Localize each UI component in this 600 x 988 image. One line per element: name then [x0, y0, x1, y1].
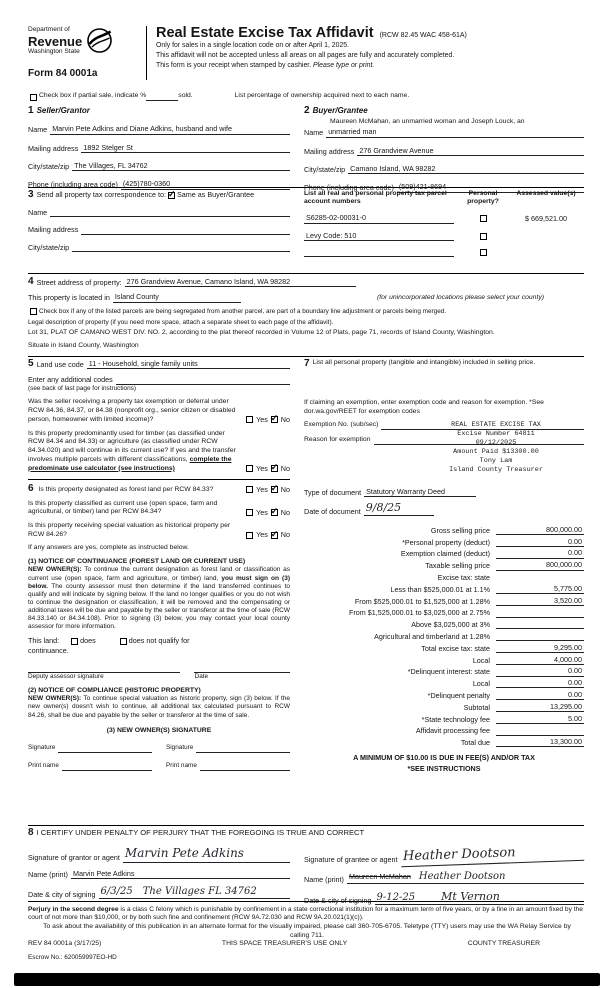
yes-label: Yes [256, 415, 268, 425]
deputy-date-field[interactable] [194, 664, 290, 673]
forest-land-yesno [244, 485, 290, 494]
deputy-date-label: Date [194, 673, 209, 681]
correspondence-mailing-label: Mailing address [28, 225, 79, 235]
tax-correspondence-block [28, 190, 296, 273]
partial-sale-checkbox[interactable] [30, 94, 37, 101]
section-6-number: 6 [28, 482, 34, 494]
tax-computation-column [296, 359, 584, 825]
owner-printname-row [28, 762, 290, 771]
parties-section [28, 105, 584, 193]
fin-value[interactable]: 9,295.00 [496, 643, 584, 653]
stamp-date: 09/12/2025 [475, 439, 517, 447]
fin-label: Total due [460, 738, 490, 748]
owner-signature-field-2[interactable] [196, 744, 290, 753]
section-5-number: 5 [28, 358, 34, 370]
correspondence-mailing-field[interactable] [81, 226, 290, 235]
land-qualify-row [28, 636, 290, 645]
parcel-personal-checkbox[interactable] [480, 215, 487, 222]
grantee-date-label: Date & city of signing [304, 895, 372, 905]
parcel-row [304, 213, 584, 223]
buyer-city-label: City/state/zip [304, 164, 346, 174]
notice-continuance-body [28, 566, 290, 631]
stamp-treasurer-name: Tony Lam [479, 457, 513, 465]
same-as-buyer-checkbox[interactable] [168, 192, 175, 199]
fin-row [304, 559, 584, 571]
section-7-number: 7 [304, 358, 310, 369]
partial-sale-row [28, 92, 584, 101]
property-address-section [28, 277, 584, 357]
alt-format-notice: To ask about the availability of this publication in an alternate format for the visually impaired, please call 360-705-6705. Teletype (TTY) users may use the WA Relay Service by calling 711. [43, 923, 571, 939]
same-as-buyer-label: Same as Buyer/Grantee [177, 190, 255, 200]
parcel-row [304, 231, 584, 241]
no-label: No [280, 415, 290, 425]
timber-agriculture-question [28, 430, 290, 474]
grantee-signature-field[interactable]: Heather Dootson [400, 843, 584, 867]
perjury-bold-lead: Perjury in the second degree [28, 906, 119, 913]
exemption-deferral-text: Was the seller receiving a property tax exemption or deferral under RCW 84.36, 84.37, or 84.38 (nonprofit org., senior citizen or disabled person, homeowner with limited income)? [28, 398, 236, 423]
dor-logo-icon [86, 27, 113, 54]
fin-label: *Personal property (deduct) [402, 537, 490, 547]
owner-signature-label-1: Signature [28, 744, 56, 752]
form-title: Real Estate Excise Tax Affidavit [156, 25, 374, 41]
fin-row [304, 535, 584, 547]
stamp-amount-paid: Amount Paid $13300.00 [453, 448, 539, 456]
grantor-city-hand: The Villages FL 34762 [142, 885, 257, 897]
title-block [146, 26, 584, 80]
fin-row [304, 641, 584, 653]
owner-printname-field-2[interactable] [200, 762, 290, 771]
new-owners-signature-title: (3) NEW OWNER(S) SIGNATURE [106, 726, 212, 734]
dept-sub: Washington State [28, 48, 80, 56]
correspondence-parcel-section [28, 190, 584, 274]
fin-value[interactable]: 13,295.00 [496, 702, 584, 712]
new-owners-lead-2: NEW OWNER(S): [28, 695, 82, 703]
street-address-field[interactable]: 276 Grandview Avenue, Camano Island, WA 98282 [125, 277, 357, 287]
fin-row [304, 665, 584, 677]
fin-value[interactable] [496, 727, 584, 736]
header-note-1: Only for sales in a single location code on or after April 1, 2025. [156, 42, 350, 50]
fin-row [304, 571, 584, 583]
grantor-date-label: Date & city of signing [28, 889, 96, 899]
forest-land-question [28, 484, 290, 495]
parcel-number-field[interactable] [304, 248, 454, 257]
historical-property-yesno [244, 530, 290, 539]
grantee-city-hand: Mt Vernon [441, 889, 500, 903]
yes-label: Yes [256, 464, 268, 474]
fin-label: *Delinquent penalty [427, 690, 490, 700]
partial-sale-label: Check box if partial sale, indicate % [39, 92, 147, 100]
exemption-deferral-no-checkbox[interactable] [271, 416, 278, 423]
seller-phone-label: Phone (including area code) [28, 180, 118, 190]
certify-statement: I CERTIFY UNDER PENALTY OF PERJURY THAT THE FOREGOING IS TRUE AND CORRECT [36, 828, 365, 837]
exemption-note: If claiming an exemption, enter exemption code and reason for exemption. *See dor.wa.gov/REET for exemption codes [304, 399, 544, 415]
section-2-number: 2 [304, 105, 310, 116]
section-1-number: 1 [28, 105, 34, 116]
date-of-document-label: Date of document [304, 506, 361, 516]
buyer-grantee-block [296, 105, 584, 193]
deputy-assessor-label: Deputy assessor signature [28, 673, 104, 681]
grantee-date-hand: 9-12-25 [376, 891, 416, 903]
additional-codes-label: Enter any additional codes [28, 375, 113, 385]
fin-value[interactable]: 3,520.00 [496, 596, 584, 606]
buyer-name-label: Name [304, 128, 324, 138]
land-use-label: Land use code [36, 360, 84, 369]
grantee-date-field[interactable] [375, 890, 584, 905]
fin-label: Local [472, 655, 490, 665]
form-number: Form 84 0001a [28, 67, 98, 79]
header-note-3 [156, 62, 584, 71]
buyer-mailing-field[interactable]: 276 Grandview Avenue [357, 146, 584, 156]
minimum-due-note: A MINIMUM OF $10.00 IS DUE IN FEE(S) AND/OR TAX [353, 753, 535, 763]
seller-phone-field[interactable]: (425)780-0360 [121, 179, 290, 189]
fin-value[interactable]: 0.00 [496, 548, 584, 558]
yes-label: Yes [256, 485, 268, 495]
header-note-3-italic: Please type or print. [313, 62, 375, 70]
forest-land-yes-checkbox[interactable] [246, 486, 253, 493]
seller-mailing-field[interactable]: 1892 Stelger St [81, 143, 290, 153]
historical-property-question [28, 522, 290, 540]
fin-value[interactable]: 5,775.00 [496, 584, 584, 594]
perjury-notice [28, 906, 584, 922]
timber-agriculture-yesno [244, 464, 290, 473]
assessed-value-field[interactable]: $ 669,521.00 [525, 214, 567, 224]
seller-city-field[interactable]: The Villages, FL 34762 [72, 161, 290, 171]
deputy-assessor-signature-field[interactable] [28, 664, 180, 673]
fin-label: Agricultural and timberland at 1.28% [374, 631, 490, 641]
date-of-document-field[interactable]: 9/8/25 [364, 501, 434, 516]
unincorporated-note: (for unincorporated locations please select your county) [377, 293, 544, 301]
grantee-certification-block [296, 840, 584, 905]
street-address-label: Street address of property: [36, 278, 122, 287]
fin-label: From $1,525,000.01 to $3,025,000 at 2.75% [348, 608, 490, 618]
grantor-signature-label: Signature of grantor or agent [28, 853, 120, 863]
fin-label: Excise tax: state [437, 572, 490, 582]
section-3-number: 3 [28, 189, 34, 200]
does-checkbox[interactable] [71, 638, 78, 645]
fin-value[interactable]: 0.00 [496, 537, 584, 547]
fin-value[interactable] [496, 632, 584, 641]
timber-agriculture-normal: Is this property predominantly used for timber (as classified under RCW 84.34 and 84.33) or agriculture (as classified under RCW 84.34.020) and will continue in its current use? If yes and the transfer involves multiple parcels with different classifications, [28, 429, 236, 464]
fin-row [304, 629, 584, 641]
fin-value[interactable]: 0.00 [496, 690, 584, 700]
no-label: No [280, 507, 290, 517]
must-sign-bold: you must sign on (3) below. [28, 574, 290, 590]
located-county-field[interactable]: Island County [113, 292, 241, 302]
timber-agriculture-no-checkbox[interactable] [271, 465, 278, 472]
fin-row [304, 700, 584, 712]
grantee-printname-label: Name (print) [304, 874, 344, 884]
land-use-column [28, 359, 296, 825]
fin-row [304, 724, 584, 736]
notice-compliance-title: (2) NOTICE OF COMPLIANCE (HISTORIC PROPERTY) [28, 686, 201, 694]
section-5-6-divider [28, 479, 290, 480]
tax-computation-table [304, 523, 584, 747]
segregated-label: Check box if any of the listed parcels are being segregated from another parcel, are part of a boundary line adjustment or parcels being merged. [39, 307, 447, 315]
main-columns [28, 359, 584, 826]
fin-value[interactable]: 5.00 [496, 714, 584, 724]
fin-value[interactable]: 13,300.00 [496, 737, 584, 747]
timber-agriculture-yes-checkbox[interactable] [246, 465, 253, 472]
correspondence-intro: Send all property tax correspondence to: [36, 190, 167, 200]
owner-printname-label-1: Print name [28, 762, 59, 770]
fin-row [304, 582, 584, 594]
yes-label: Yes [256, 507, 268, 517]
correspondence-city-label: City/state/zip [28, 242, 70, 252]
form-title-rcw: (RCW 82.45 WAC 458-61A) [379, 32, 467, 39]
fin-row [304, 618, 584, 630]
county-treasurer-label: COUNTY TREASURER [467, 940, 540, 947]
parcel-row [304, 248, 584, 257]
correspondence-name-label: Name [28, 208, 48, 217]
header-note-2: This affidavit will not be accepted unless all areas on all pages are fully and accurately completed. [156, 52, 455, 60]
stamp-excise-number: Excise Number 64811 [457, 430, 535, 438]
stamp-title: REAL ESTATE EXCISE TAX [451, 421, 541, 429]
fin-value [496, 573, 584, 582]
timber-agriculture-text [28, 430, 240, 474]
grantor-signature-field[interactable]: Marvin Pete Adkins [123, 846, 290, 863]
fin-value[interactable]: 0.00 [496, 678, 584, 688]
reason-exemption-label: Reason for exemption [304, 435, 371, 443]
fin-label: Subtotal [463, 702, 490, 712]
grantee-name-printed: Maureen McMahan [348, 871, 411, 881]
dept-line1: Department of [28, 26, 70, 33]
treasurer-space-label: THIS SPACE TREASURER'S USE ONLY [221, 940, 348, 947]
fin-label: Gross selling price [430, 525, 490, 535]
seller-mailing-label: Mailing address [28, 143, 79, 153]
current-use-no-checkbox[interactable] [271, 509, 278, 516]
no-label: No [280, 485, 290, 495]
segregated-checkbox[interactable] [30, 308, 37, 315]
land-use-code-field[interactable]: 11 - Household, single family units [87, 359, 290, 369]
fin-label: Less than $525,000.01 at 1.1% [390, 584, 490, 594]
parcel-personal-checkbox[interactable] [480, 233, 487, 240]
section-2-title: Buyer/Grantee [312, 106, 368, 115]
fin-label: *State technology fee [421, 714, 490, 724]
does-not-label: does not qualify for [128, 636, 190, 646]
fin-value[interactable]: 800,000.00 [496, 560, 584, 570]
notice-continuance-body1: To continue the current designation as forest land or classification as current use (open space, farm and agriculture, or timber) land, [28, 566, 290, 582]
does-not-checkbox[interactable] [120, 638, 127, 645]
current-use-yes-checkbox[interactable] [246, 509, 253, 516]
fin-value[interactable]: 4,000.00 [496, 655, 584, 665]
dor-logo-block [28, 26, 146, 80]
header [28, 26, 584, 80]
owner-signature-label-2: Signature [166, 744, 194, 752]
current-use-text: Is this property classified as current use (open space, farm and agricultural, or timber) land per RCW 84.34? [28, 499, 218, 516]
situate-text: Situate in Island County, Washington [28, 342, 139, 350]
fin-row [304, 677, 584, 689]
parcel-numbers-header: List all real and personal property tax parcel account numbers [304, 190, 447, 206]
legal-description-label: Legal description of property (if you need more space, attach a separate sheet to each page of the affidavit). [28, 319, 334, 327]
seller-name-label: Name [28, 125, 48, 135]
escrow-number: Escrow No.: 620059997EO-HD [28, 954, 117, 961]
does-label: does [80, 636, 96, 646]
fin-row [304, 523, 584, 535]
fin-row [304, 594, 584, 606]
dept-name: Revenue [28, 33, 83, 49]
owner-printname-label-2: Print name [166, 762, 197, 770]
fin-row [304, 712, 584, 724]
exemption-deferral-yes-checkbox[interactable] [246, 416, 253, 423]
notice-continuance-body2: The county assessor must then determine if the land transferred continues to qualify and will indicate by signing below. If the land no longer qualifies or you do not wish to continue the designation or classification, it will be removed and the compensating or additional taxes will be due and payable by the seller or transferor at the time of sale (RCW 84.33.140 or 84.34.108). Prior to signing (3) below, you may contact your local county assessor for more information. [28, 582, 290, 631]
fin-label: Local [472, 679, 490, 689]
if-yes-note: If any answers are yes, complete as instructed below. [28, 543, 189, 551]
buyer-phone-field[interactable]: (509)421-8694 [397, 182, 584, 192]
fin-row [304, 653, 584, 665]
grantor-date-field[interactable] [99, 885, 290, 899]
assessed-value-header: Assessed value(s) [516, 190, 576, 197]
partial-sale-percent-field[interactable] [146, 92, 178, 101]
parcel-personal-checkbox[interactable] [480, 249, 487, 256]
section-8-number: 8 [28, 827, 34, 838]
historical-property-text: Is this property receiving special valuation as historical property per RCW 84.26? [28, 522, 231, 538]
fin-label: Taxable selling price [425, 561, 490, 571]
owner-printname-field-1[interactable] [62, 762, 152, 771]
rev-number: REV 84 0001a (3/17/25) [28, 940, 102, 947]
fin-label: From $525,000.01 to $1,525,000 at 1.28% [354, 596, 490, 606]
personal-property-intro: List all personal property (tangible and intangible) included in selling price. [312, 359, 536, 366]
no-label: No [280, 464, 290, 474]
grantee-name-hand: Heather Dootson [418, 870, 506, 882]
grantor-certification-block [28, 840, 296, 905]
notice-compliance-text: To continue special valuation as historic property, sign (3) below. If the new owner(s) doesn't wish to continue, all additional tax calculated pursuant to RCW 84.26, shall be due and payable by the seller or transferor at the time of sale. [28, 695, 290, 719]
exemption-deferral-question [28, 398, 290, 424]
deputy-signature-labels [28, 673, 290, 681]
see-instructions-note: *SEE INSTRUCTIONS [407, 763, 481, 773]
located-in-label: This property is located in [28, 293, 110, 303]
additional-codes-field[interactable] [116, 376, 290, 385]
fin-row [304, 606, 584, 618]
historical-property-no-checkbox[interactable] [271, 532, 278, 539]
scan-edge-bar [14, 973, 600, 986]
buyer-mailing-label: Mailing address [304, 146, 355, 156]
correspondence-city-field[interactable] [72, 243, 290, 252]
fin-value[interactable]: 800,000.00 [496, 525, 584, 535]
parcel-number-field[interactable]: Levy Code: 510 [304, 231, 454, 241]
stamp-treasurer-title: Island County Treasurer [449, 466, 543, 474]
timber-agriculture-bold: complete the predominate use calculator (see instructions) [28, 456, 232, 472]
new-owners-lead: NEW OWNER(S): [28, 566, 82, 574]
historical-property-yes-checkbox[interactable] [246, 532, 253, 539]
grantor-printname-label: Name (print) [28, 869, 68, 879]
parcel-number-field[interactable]: S6285-02-00031-0 [304, 213, 454, 223]
owner-signature-field-1[interactable] [58, 744, 152, 753]
grantor-date-hand: 6/3/25 [100, 885, 133, 897]
correspondence-name-field[interactable] [50, 208, 290, 217]
fin-label: Exemption claimed (deduct) [400, 549, 490, 559]
treasurer-stamp [410, 421, 582, 475]
buyer-city-field[interactable]: Camano Island, WA 98282 [348, 164, 584, 174]
this-land-label: This land: [28, 636, 60, 646]
fin-label: Total excise tax: state [421, 643, 490, 653]
grantor-printname-field[interactable]: Marvin Pete Adkins [71, 869, 290, 879]
current-use-question [28, 500, 290, 518]
type-of-document-label: Type of document [304, 487, 362, 497]
continuance-label: continuance. [28, 645, 69, 655]
footer-row [28, 940, 584, 949]
ownership-percent-note: List percentage of ownership acquired next to each name. [234, 92, 410, 100]
certification-section [28, 827, 584, 905]
header-note-3-text: This form is your receipt when stamped by cashier. [156, 62, 312, 70]
buyer-name-overflow: Maureen McMahan, an unmarried woman and Joseph Louck, an [330, 118, 525, 126]
fin-value[interactable]: 0.00 [496, 666, 584, 676]
seller-name-field[interactable]: Marvin Pete Adkins and Diane Adkins, husband and wife [50, 124, 290, 134]
grantee-printname-field[interactable] [347, 870, 584, 884]
seller-city-label: City/state/zip [28, 162, 70, 172]
grantee-signature-label: Signature of grantee or agent [304, 854, 398, 864]
fin-row [304, 547, 584, 559]
fin-row [304, 736, 584, 748]
section-1-title: Seller/Grantor [36, 106, 90, 115]
buyer-name-field[interactable]: unmarried man [326, 127, 584, 137]
forest-land-text [28, 484, 240, 495]
deputy-signature-row [28, 664, 290, 673]
no-label: No [280, 530, 290, 540]
forest-land-no-checkbox[interactable] [271, 486, 278, 493]
notice-continuance-title: (1) NOTICE OF CONTINUANCE (FOREST LAND OR CURRENT USE) [28, 557, 246, 565]
partial-sale-sold-label: sold. [178, 92, 193, 100]
type-of-document-field[interactable]: Statutory Warranty Deed [364, 487, 476, 497]
fin-label: *Delinquent interest: state [407, 667, 490, 677]
buyer-phone-label: Phone (including area code) [304, 183, 394, 193]
fin-label: Affidavit processing fee [415, 726, 490, 736]
perjury-rest: is a class C felony which is punishable by confinement in a state correctional institution for a maximum term of five years, or by a fine in an amount fixed by the court of not more than $10,000, or by both such fine and confinement (RCW 9A.72.030 and RCW 9A.20.021(1)(c)). [28, 906, 583, 922]
current-use-yesno [244, 508, 290, 517]
additional-codes-note: (see back of last page for instructions) [28, 384, 136, 392]
forest-land-question-text: Is this property designated as forest land per RCW 84.33? [38, 485, 214, 493]
fin-value[interactable] [496, 620, 584, 629]
yes-label: Yes [256, 530, 268, 540]
fin-row [304, 688, 584, 700]
legal-description-text: Lot 31, PLAT OF CAMANO WEST DIV. NO. 2, according to the plat thereof recorded in Volume 12 of Plats, page 71, records of Island County, Washington. [28, 329, 495, 337]
notice-compliance-body [28, 695, 290, 719]
owner-signature-row [28, 744, 290, 753]
fin-value[interactable] [496, 609, 584, 618]
exemption-no-label: Exemption No. (sub/sec) [304, 420, 379, 428]
parcel-table [296, 190, 584, 273]
section-4-number: 4 [28, 276, 34, 288]
seller-grantor-block [28, 105, 296, 190]
personal-property-header: Personal property? [467, 190, 499, 206]
exemption-deferral-yesno [244, 415, 290, 424]
fin-label: Above $3,025,000 at 3% [411, 620, 490, 630]
